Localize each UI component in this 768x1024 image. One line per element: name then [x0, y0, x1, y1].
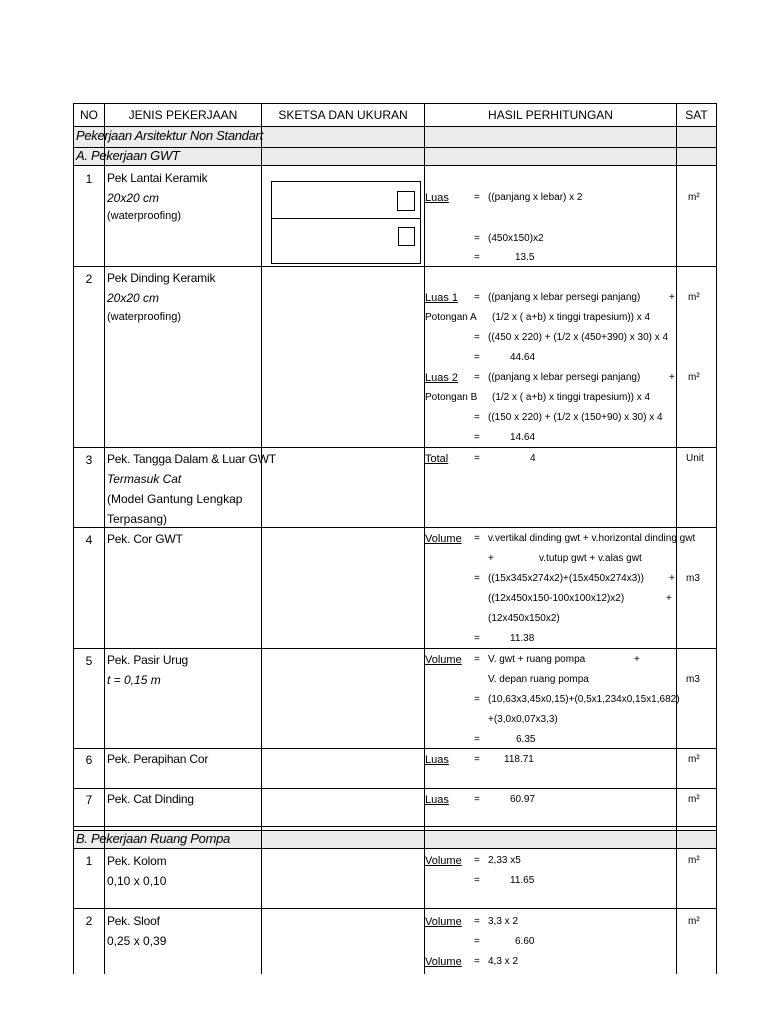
formula: ((panjang x lebar) x 2 [488, 192, 583, 203]
item-name: Pek. Tangga Dalam & Luar GWT [107, 452, 276, 466]
equals-sign: = [474, 432, 480, 443]
unit: m² [688, 372, 700, 383]
calc-label: Luas 2 [425, 372, 459, 384]
formula: v.tutup gwt + v.alas gwt [539, 553, 642, 564]
equals-sign: = [474, 734, 480, 745]
item-no: 1 [85, 854, 93, 868]
formula: 3,3 x 2 [488, 916, 519, 927]
formula: (1/2 x ( a+b) x tinggi trapesium)) x 4 [492, 312, 651, 323]
equals-sign: = [474, 533, 480, 544]
equals-sign: = [474, 754, 480, 765]
item-sub: (waterproofing) [107, 311, 181, 323]
result: 13.5 [515, 252, 535, 263]
plus-sign: + [666, 593, 672, 604]
item-no: 2 [85, 914, 93, 928]
formula: (1/2 x ( a+b) x tinggi trapesium)) x 4 [492, 392, 651, 403]
formula: ((450 x 220) + (1/2 x (450+390) x 30) x 4 [488, 332, 669, 343]
potongan-label: Potongan B [425, 392, 478, 403]
item-no: 7 [85, 793, 93, 807]
equals-sign: = [474, 233, 480, 244]
equals-sign: = [474, 372, 480, 383]
equals-sign: = [474, 252, 480, 263]
item-name: Pek. Pasir Urug [107, 653, 189, 667]
formula: (12x450x150x2) [488, 613, 560, 624]
equals-sign: = [474, 916, 480, 927]
header-sat: SAT [685, 108, 708, 122]
result: 14.64 [510, 432, 536, 443]
equals-sign: = [474, 875, 480, 886]
item-sub: Termasuk Cat [107, 472, 182, 486]
result: 44.64 [510, 352, 536, 363]
col-divider [261, 104, 262, 974]
item-sub: (Model Gantung Lengkap [107, 492, 243, 506]
calculation-table [73, 103, 717, 974]
item-name: Pek. Kolom [107, 854, 167, 868]
plus-sign: + [669, 292, 675, 303]
equals-sign: = [474, 855, 480, 866]
calc-label: Volume [425, 956, 462, 968]
formula: ((panjang x lebar persegi panjang) [488, 292, 641, 303]
calc-label: Volume [425, 654, 462, 666]
formula: 4,3 x 2 [488, 956, 519, 967]
item-sub: (waterproofing) [107, 210, 181, 222]
formula: ((12x450x150-100x100x12)x2) [488, 593, 625, 604]
header-no: NO [80, 108, 98, 122]
formula: ((panjang x lebar persegi panjang) [488, 372, 641, 383]
result: 118.71 [504, 754, 534, 765]
calc-label: Luas [425, 754, 449, 766]
formula: V. depan ruang pompa [488, 674, 589, 685]
item-sub: t = 0,15 m [107, 673, 161, 687]
formula: (10,63x3,45x0,15)+(0,5x1,234x0,15x1,682) [488, 694, 680, 705]
sketch-divider [272, 218, 420, 219]
header-hasil: HASIL PERHITUNGAN [488, 108, 613, 122]
unit: m² [688, 192, 700, 203]
plus-sign: + [634, 654, 640, 665]
item-no: 6 [85, 753, 93, 767]
calc-label: Luas [425, 794, 449, 806]
result: 6.60 [515, 936, 535, 947]
result: 11.38 [510, 633, 535, 644]
equals-sign: = [474, 936, 480, 947]
formula: +(3,0x0,07x3,3) [488, 714, 558, 725]
item-sub: 20x20 cm [107, 291, 160, 305]
result: 11.65 [510, 875, 535, 886]
section-b-title: B. Pekerjaan Ruang Pompa [76, 831, 230, 846]
header-sketsa: SKETSA DAN UKURAN [278, 108, 408, 122]
plus-sign: + [669, 372, 675, 383]
equals-sign: = [474, 694, 480, 705]
item-name: Pek. Perapihan Cor [107, 752, 209, 766]
equals-sign: = [474, 453, 480, 464]
plus-sign: + [669, 573, 675, 584]
formula: ((15x345x274x2)+(15x450x274x3)) [488, 573, 644, 584]
unit: m3 [686, 674, 700, 685]
equals-sign: = [474, 956, 480, 967]
calc-label: Volume [425, 533, 462, 545]
tile-square [398, 227, 415, 246]
equals-sign: = [474, 654, 480, 665]
row-divider [74, 748, 716, 749]
row-divider [74, 848, 716, 849]
formula: (450x150)x2 [488, 233, 544, 244]
row-divider [74, 648, 716, 649]
item-sub: Terpasang) [107, 512, 168, 526]
calc-label: Total [425, 453, 449, 465]
row-divider [74, 165, 716, 166]
item-name: Pek. Cat Dinding [107, 792, 194, 806]
unit: m3 [686, 573, 700, 584]
formula: ((150 x 220) + (1/2 x (150+90) x 30) x 4 [488, 412, 663, 423]
equals-sign: = [474, 633, 480, 644]
potongan-label: Potongan A [425, 312, 477, 323]
unit: m² [688, 916, 700, 927]
formula: v.vertikal dinding gwt + v.horizontal dinding gwt [488, 533, 696, 544]
calc-label: Luas [425, 192, 449, 204]
unit: m² [688, 292, 700, 303]
row-divider [74, 266, 716, 267]
unit: m² [688, 855, 700, 866]
equals-sign: = [474, 412, 480, 423]
row-divider [74, 527, 716, 528]
unit: Unit [686, 453, 704, 464]
formula: V. gwt + ruang pompa [488, 654, 586, 665]
item-no: 4 [85, 533, 93, 547]
main-title: Pekerjaan Arsitektur Non Standart [76, 128, 263, 143]
result: 4 [530, 453, 536, 464]
equals-sign: = [474, 573, 480, 584]
formula: 2,33 x5 [488, 855, 521, 866]
item-sub: 0,10 x 0,10 [107, 874, 167, 888]
calc-label: Volume [425, 855, 462, 867]
unit: m² [688, 754, 700, 765]
tile-square [397, 191, 415, 211]
row-divider [74, 447, 716, 448]
calc-label: Volume [425, 916, 462, 928]
equals-sign: = [474, 292, 480, 303]
plus-sign: + [488, 553, 494, 564]
result: 60.97 [510, 794, 536, 805]
item-name: Pek. Sloof [107, 914, 160, 928]
equals-sign: = [474, 192, 480, 203]
equals-sign: = [474, 332, 480, 343]
item-sub: 20x20 cm [107, 191, 160, 205]
header-jenis: JENIS PEKERJAAN [128, 108, 238, 122]
row-divider [74, 908, 716, 909]
result: 6.35 [516, 734, 536, 745]
calc-label: Luas 1 [425, 292, 459, 304]
item-no: 1 [85, 172, 93, 186]
item-sub: 0,25 x 0,39 [107, 934, 167, 948]
unit: m² [688, 794, 700, 805]
item-name: Pek Lantai Keramik [107, 171, 208, 185]
item-no: 3 [85, 453, 93, 467]
equals-sign: = [474, 352, 480, 363]
item-name: Pek Dinding Keramik [107, 271, 216, 285]
row-divider [74, 788, 716, 789]
item-name: Pek. Cor GWT [107, 532, 183, 546]
equals-sign: = [474, 794, 480, 805]
row-divider [74, 826, 716, 827]
item-no: 5 [85, 654, 93, 668]
item-no: 2 [85, 272, 93, 286]
row-divider [74, 126, 716, 127]
section-a-title: A. Pekerjaan GWT [76, 148, 180, 163]
